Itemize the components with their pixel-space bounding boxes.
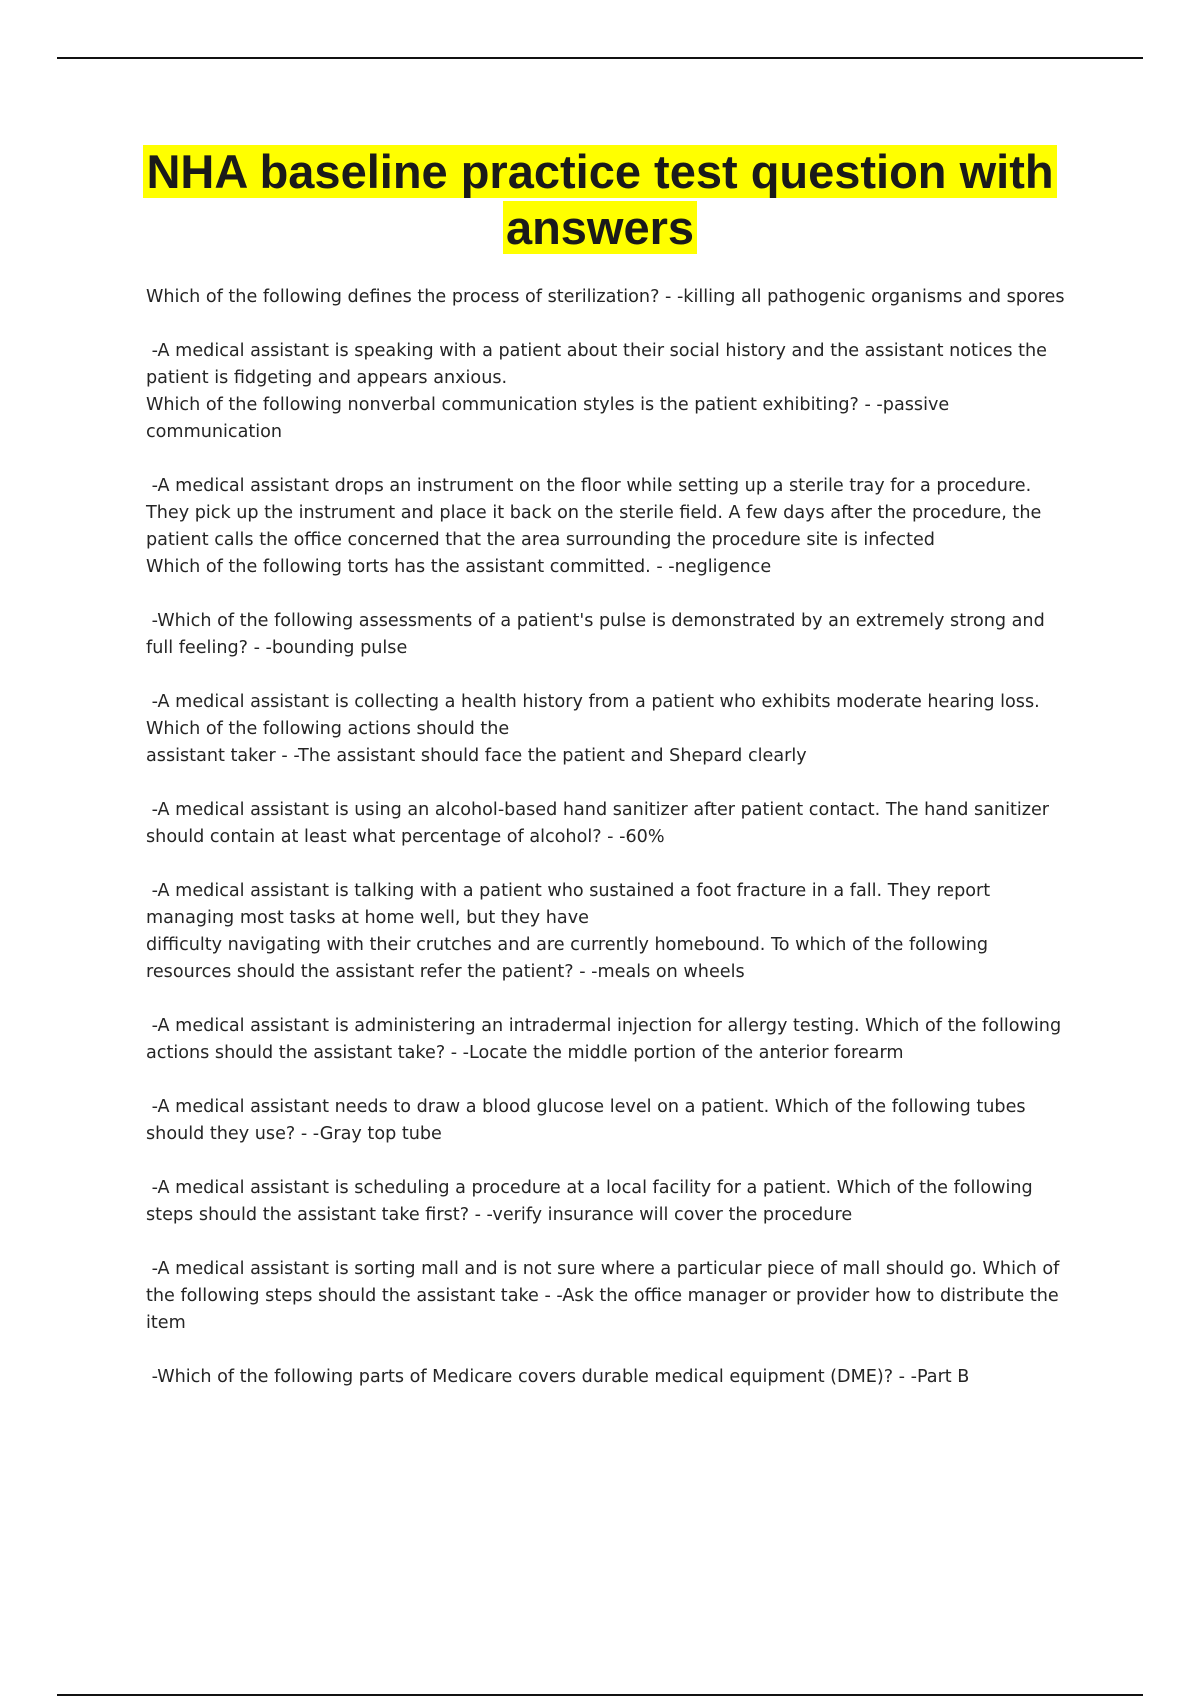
qa-item: [146, 1013, 1086, 1067]
page-title: [100, 144, 1100, 256]
qa-line: -A medical assistant is talking with a patient who sustained a foot fracture in a fall. They report: [146, 881, 991, 901]
qa-line: -Which of the following assessments of a patient's pulse is demonstrated by an extremely strong and: [146, 611, 1045, 631]
qa-line: should they use? - -Gray top tube: [146, 1124, 442, 1144]
qa-line: -A medical assistant drops an instrument on the floor while setting up a sterile tray for a procedure.: [146, 476, 1032, 496]
qa-item: [146, 284, 1086, 311]
qa-item: [146, 473, 1086, 581]
qa-item: [146, 338, 1086, 446]
qa-line: Which of the following defines the process of sterilization? - -killing all pathogenic organisms and spores: [146, 287, 1065, 307]
qa-line: item: [146, 1313, 186, 1333]
qa-line: -A medical assistant is administering an intradermal injection for allergy testing. Which of the following: [146, 1016, 1062, 1036]
qa-item: [146, 1256, 1086, 1337]
qa-line: difficulty navigating with their crutches and are currently homebound. To which of the following: [146, 935, 989, 955]
qa-line: the following steps should the assistant take - -Ask the office manager or provider how to distribute the: [146, 1286, 1059, 1306]
qa-line: Which of the following nonverbal communication styles is the patient exhibiting? - -passive: [146, 395, 950, 415]
qa-line: -A medical assistant is speaking with a patient about their social history and the assistant notices the: [146, 341, 1047, 361]
qa-item: [146, 608, 1086, 662]
qa-item: [146, 1094, 1086, 1148]
qa-line: should contain at least what percentage of alcohol? - -60%: [146, 827, 665, 847]
qa-line: -A medical assistant is scheduling a procedure at a local facility for a patient. Which of the following: [146, 1178, 1033, 1198]
qa-item: [146, 797, 1086, 851]
qa-line: full feeling? - -bounding pulse: [146, 638, 408, 658]
qa-line: actions should the assistant take? - -Locate the middle portion of the anterior forearm: [146, 1043, 904, 1063]
qa-item: [146, 1364, 1086, 1391]
qa-item: [146, 1175, 1086, 1229]
qa-line: assistant taker - -The assistant should face the patient and Shepard clearly: [146, 746, 807, 766]
qa-line: patient calls the office concerned that the area surrounding the procedure site is infected: [146, 530, 935, 550]
qa-line: managing most tasks at home well, but they have: [146, 908, 589, 928]
qa-line: patient is fidgeting and appears anxious.: [146, 368, 508, 388]
qa-line: -A medical assistant needs to draw a blood glucose level on a patient. Which of the following tubes: [146, 1097, 1026, 1117]
qa-line: -A medical assistant is sorting mall and is not sure where a particular piece of mall should go. Which of: [146, 1259, 1060, 1279]
qa-line: They pick up the instrument and place it back on the sterile field. A few days after the procedure, the: [146, 503, 1042, 523]
qa-line: resources should the assistant refer the patient? - -meals on wheels: [146, 962, 745, 982]
qa-line: -Which of the following parts of Medicare covers durable medical equipment (DME)? - -Part B: [146, 1367, 970, 1387]
page-title-text: NHA baseline practice test question with answers: [143, 145, 1056, 254]
question-list: [146, 284, 1086, 1418]
qa-line: communication: [146, 422, 283, 442]
qa-line: Which of the following actions should the: [146, 719, 510, 739]
qa-line: -A medical assistant is using an alcohol-based hand sanitizer after patient contact. The hand sanitizer: [146, 800, 1050, 820]
header-rule: [57, 57, 1143, 59]
qa-line: steps should the assistant take first? - -verify insurance will cover the procedure: [146, 1205, 853, 1225]
qa-item: [146, 689, 1086, 770]
footer-rule: [57, 1694, 1143, 1696]
qa-line: -A medical assistant is collecting a health history from a patient who exhibits moderate hearing loss.: [146, 692, 1040, 712]
qa-item: [146, 878, 1086, 986]
qa-line: Which of the following torts has the assistant committed. - -negligence: [146, 557, 772, 577]
